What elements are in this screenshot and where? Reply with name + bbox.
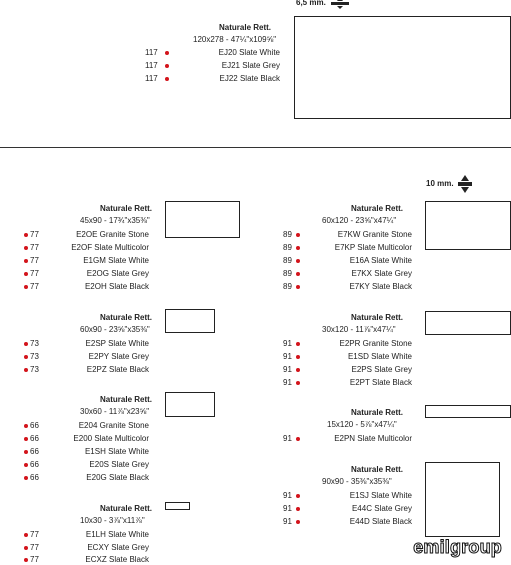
tile-swatch: [425, 311, 511, 335]
bullet-dot: [24, 233, 28, 237]
brand-logo: emilgroup: [413, 537, 502, 557]
product-code: 91: [283, 378, 292, 387]
tile-swatch: [425, 462, 500, 537]
block-title: Naturale Rett.: [100, 313, 153, 322]
product-name: E2OF Slate Multicolor: [71, 243, 149, 252]
product-name: EJ21 Slate Grey: [221, 61, 280, 70]
block-title: Naturale Rett.: [351, 204, 404, 213]
product-name: E2PZ Slate Black: [86, 365, 149, 374]
bullet-dot: [296, 246, 300, 250]
bullet-dot: [296, 259, 300, 263]
bullet-dot: [24, 368, 28, 372]
product-name: E20G Slate Black: [86, 473, 149, 482]
product-code: 73: [30, 365, 39, 374]
block-title: Naturale Rett.: [100, 204, 153, 213]
product-code: 117: [145, 48, 158, 57]
bullet-dot: [296, 507, 300, 511]
bullet-dot: [24, 272, 28, 276]
block-size: 120x278 - 47¼"x109⅝": [193, 35, 277, 44]
block-title: Naturale Rett.: [351, 313, 404, 322]
product-name: E2SP Slate White: [85, 339, 149, 348]
product-name: E2PN Slate Multicolor: [334, 434, 412, 443]
bullet-dot: [24, 476, 28, 480]
block-title: Naturale Rett.: [219, 23, 272, 32]
bullet-dot: [296, 368, 300, 372]
product-name: E1GM Slate White: [83, 256, 149, 265]
product-code: 73: [30, 352, 39, 361]
product-name: E1LH Slate White: [85, 530, 149, 539]
block-size: 60x120 - 23⅝"x47¼": [322, 216, 397, 225]
product-code: 89: [283, 256, 292, 265]
tile-swatch: [165, 392, 215, 417]
bullet-dot: [24, 355, 28, 359]
product-name: E16A Slate White: [349, 256, 412, 265]
product-code: 89: [283, 230, 292, 239]
bullet-dot: [165, 51, 169, 55]
product-code: 89: [283, 269, 292, 278]
thickness-icon: [329, 0, 351, 9]
product-code: 77: [30, 530, 39, 539]
product-code: 66: [30, 421, 39, 430]
bullet-dot: [24, 437, 28, 441]
product-name: E2OE Granite Stone: [76, 230, 149, 239]
product-code: 117: [145, 74, 158, 83]
block-size: 10x30 - 3⅞"x11⅞": [80, 516, 145, 525]
block-title: Naturale Rett.: [100, 504, 153, 513]
product-code: 91: [283, 365, 292, 374]
product-code: 77: [30, 269, 39, 278]
thickness-label-top: [296, 0, 351, 9]
product-name: E7KX Slate Grey: [351, 269, 412, 278]
thickness-text: 6,5 mm.: [296, 0, 326, 7]
product-name: E1SH Slate White: [84, 447, 149, 456]
bullet-dot: [24, 342, 28, 346]
product-code: 66: [30, 447, 39, 456]
tile-swatch: [425, 405, 511, 418]
block-title: Naturale Rett.: [351, 465, 404, 474]
thickness-text: 10 mm.: [426, 179, 454, 188]
bullet-dot: [24, 558, 28, 562]
product-name: E200 Slate Multicolor: [73, 434, 149, 443]
product-code: 91: [283, 517, 292, 526]
product-name: E7KW Granite Stone: [337, 230, 412, 239]
bullet-dot: [24, 424, 28, 428]
bullet-dot: [296, 355, 300, 359]
bullet-dot: [24, 285, 28, 289]
bullet-dot: [296, 233, 300, 237]
tile-swatch: [165, 201, 240, 238]
product-code: 91: [283, 434, 292, 443]
tile-swatch: [425, 201, 511, 250]
product-code: 77: [30, 243, 39, 252]
product-code: 91: [283, 352, 292, 361]
bullet-dot: [24, 259, 28, 263]
product-name: E204 Granite Stone: [78, 421, 149, 430]
block-size: 60x90 - 23⅝"x35⅜": [80, 325, 150, 334]
product-name: E2PS Slate Grey: [351, 365, 412, 374]
bullet-dot: [165, 77, 169, 81]
bullet-dot: [24, 533, 28, 537]
block-size: 15x120 - 5⅞"x47¼": [327, 420, 397, 429]
product-code: 66: [30, 460, 39, 469]
tile-swatch: [294, 16, 511, 119]
product-name: ECXZ Slate Black: [85, 555, 149, 564]
product-name: E7KY Slate Black: [349, 282, 412, 291]
product-code: 77: [30, 256, 39, 265]
bullet-dot: [296, 285, 300, 289]
product-name: E2PY Slate Grey: [88, 352, 149, 361]
product-name: E1SD Slate White: [347, 352, 412, 361]
bullet-dot: [24, 450, 28, 454]
product-code: 77: [30, 282, 39, 291]
product-code: 89: [283, 243, 292, 252]
product-name: E2OH Slate Black: [84, 282, 149, 291]
tile-swatch: [165, 502, 190, 510]
thickness-label-bottom: [426, 175, 473, 193]
product-name: E7KP Slate Multicolor: [334, 243, 412, 252]
block-size: 45x90 - 17¾"x35⅜": [80, 216, 150, 225]
product-name: EJ20 Slate White: [218, 48, 280, 57]
product-code: 77: [30, 555, 39, 564]
bullet-dot: [296, 437, 300, 441]
block-size: 30x60 - 11⅞"x23⅝": [80, 407, 150, 416]
bullet-dot: [296, 520, 300, 524]
thickness-icon: [457, 175, 473, 193]
block-size: 30x120 - 11⅞"x47¼": [322, 325, 396, 334]
product-code: 91: [283, 339, 292, 348]
product-name: EJ22 Slate Black: [219, 74, 280, 83]
product-code: 91: [283, 504, 292, 513]
bullet-dot: [24, 246, 28, 250]
section-divider: [0, 147, 511, 148]
product-code: 77: [30, 230, 39, 239]
product-name: E2PR Granite Stone: [339, 339, 412, 348]
product-name: E1SJ Slate White: [349, 491, 412, 500]
product-code: 77: [30, 543, 39, 552]
product-name: E44C Slate Grey: [351, 504, 412, 513]
product-name: ECXY Slate Grey: [87, 543, 149, 552]
product-name: E2OG Slate Grey: [86, 269, 149, 278]
product-name: E44D Slate Black: [349, 517, 412, 526]
product-code: 89: [283, 282, 292, 291]
bullet-dot: [296, 272, 300, 276]
product-code: 73: [30, 339, 39, 348]
bullet-dot: [296, 494, 300, 498]
bullet-dot: [24, 463, 28, 467]
product-name: E2PT Slate Black: [349, 378, 412, 387]
block-title: Naturale Rett.: [100, 395, 153, 404]
product-code: 66: [30, 473, 39, 482]
product-code: 117: [145, 61, 158, 70]
bullet-dot: [165, 64, 169, 68]
product-code: 66: [30, 434, 39, 443]
product-name: E20S Slate Grey: [89, 460, 149, 469]
block-title: Naturale Rett.: [351, 408, 404, 417]
bullet-dot: [296, 342, 300, 346]
bullet-dot: [296, 381, 300, 385]
bullet-dot: [24, 546, 28, 550]
block-size: 90x90 - 35⅜"x35⅜": [322, 477, 392, 486]
tile-swatch: [165, 309, 215, 333]
product-code: 91: [283, 491, 292, 500]
